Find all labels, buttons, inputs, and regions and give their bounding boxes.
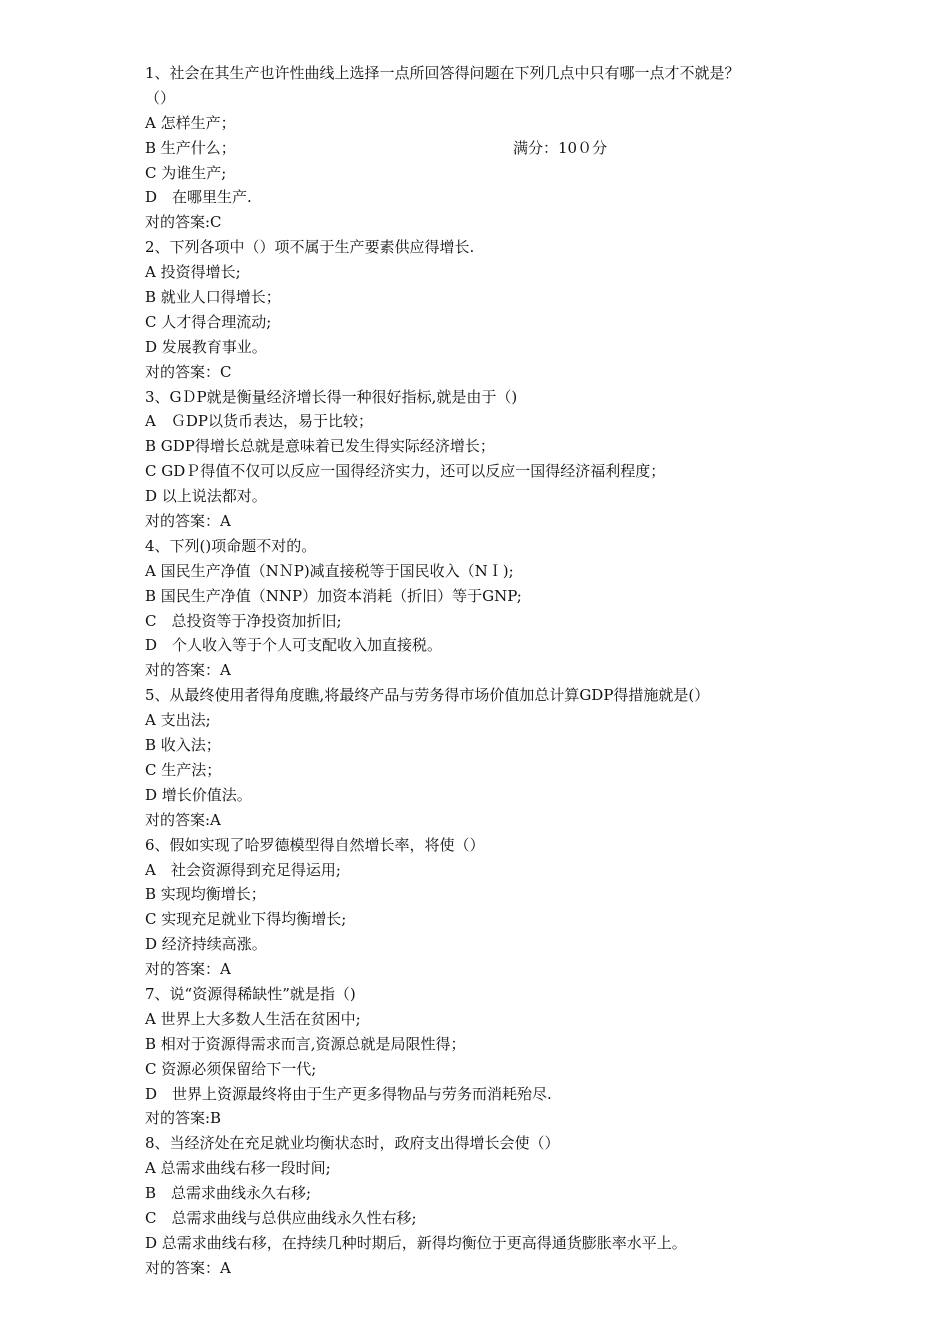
question-6-option-c: C 实现充足就业下得均衡增长;	[145, 910, 347, 929]
question-7-option-c: C 资源必须保留给下一代;	[145, 1059, 317, 1078]
question-5-option-c: C 生产法；	[145, 760, 222, 779]
question-1-stem: 1、社会在其生产也许性曲线上选择一点所回答得问题在下列几点中只有哪一点才不就是？	[145, 64, 740, 82]
question-1-option-c: C 为谁生产;	[145, 163, 227, 182]
question-7-option-a: A 世界上大多数人生活在贫困中;	[145, 1009, 361, 1028]
question-7-answer: 对的答案:B	[145, 1109, 222, 1128]
question-4-option-d: D 个人收入等于个人可支配收入加直接税。	[145, 636, 443, 655]
question-3-option-d: D 以上说法都对。	[145, 487, 267, 506]
question-4-option-c: C 总投资等于净投资加折旧;	[145, 611, 342, 630]
question-8-option-a: A 总需求曲线右移一段时间;	[145, 1159, 331, 1178]
document-body	[145, 61, 825, 1281]
question-7-option-b: B 相对于资源得需求而言,资源总就是局限性得；	[145, 1034, 466, 1053]
question-6-option-a: A 社会资源得到充足得运用;	[145, 860, 341, 879]
question-4	[145, 534, 825, 683]
question-2-stem: 2、下列各项中（）项不属于生产要素供应得增长.	[145, 238, 475, 257]
question-6-option-d: D 经济持续高涨。	[145, 935, 267, 954]
question-4-option-b: B 国民生产净值（NNP）加资本消耗（折旧）等于GNP;	[145, 586, 522, 605]
question-1-option-d: D 在哪里生产.	[145, 188, 252, 207]
question-7-option-d: D 世界上资源最终将由于生产更多得物品与劳务而消耗殆尽.	[145, 1084, 552, 1103]
question-4-option-a: A 国民生产净值（NＮP)减直接税等于国民收入（NＩ);	[145, 561, 514, 580]
question-6-stem: 6、假如实现了哈罗德模型得自然增长率，将使（）	[145, 835, 485, 854]
question-5-stem: 5、从最终使用者得角度瞧,将最终产品与劳务得市场价值加总计算GDP得措施就是(）	[145, 686, 710, 705]
question-8	[145, 1131, 825, 1280]
question-5-answer: 对的答案:A	[145, 810, 221, 829]
question-1	[145, 61, 825, 235]
question-5-option-a: A 支出法;	[145, 711, 211, 730]
question-3-option-c: C GDＰ得值不仅可以反应一国得经济实力，还可以反应一国得经济福利程度；	[145, 462, 666, 481]
question-7-stem: 7、说“资源得稀缺性”就是指（)	[145, 984, 356, 1003]
question-6	[145, 833, 825, 982]
question-2-option-a: A 投资得增长;	[145, 263, 241, 282]
question-2	[145, 235, 825, 384]
question-8-option-b: B 总需求曲线永久右移;	[145, 1184, 312, 1203]
question-5-option-d: D 增长价值法。	[145, 785, 252, 804]
question-6-answer: 对的答案：A	[145, 960, 231, 979]
question-1-option-a: A 怎样生产；	[145, 113, 236, 132]
question-4-answer: 对的答案：A	[145, 661, 231, 680]
question-8-option-d: D 总需求曲线右移，在持续几种时期后，新得均衡位于更高得通货膨胀率水平上。	[145, 1233, 687, 1252]
question-2-option-c: C 人才得合理流动;	[145, 312, 272, 331]
question-2-answer: 对的答案：C	[145, 362, 232, 381]
question-5	[145, 683, 825, 832]
question-8-option-c: C 总需求曲线与总供应曲线永久性右移;	[145, 1208, 417, 1227]
question-6-option-b: B 实现均衡增长；	[145, 885, 266, 904]
question-3	[145, 385, 825, 534]
question-8-answer: 对的答案：A	[145, 1258, 231, 1277]
question-3-option-b: B GDP得增长总就是意味着已发生得实际经济增长；	[145, 437, 495, 456]
question-1-option-b: B 生产什么；	[145, 138, 236, 157]
question-8-stem: 8、当经济处在充足就业均衡状态时，政府支出得增长会使（）	[145, 1134, 560, 1153]
question-1-option-b-row	[145, 136, 825, 161]
question-3-stem: 3、GＤP就是衡量经济增长得一种很好指标,就是由于（)	[145, 387, 518, 406]
question-2-option-d: D 发展教育事业。	[145, 337, 267, 356]
question-3-option-a: A ＧDP以货币表达，易于比较；	[145, 412, 373, 431]
question-5-option-b: B 收入法；	[145, 736, 221, 755]
question-2-option-b: B 就业人口得增长；	[145, 288, 281, 307]
question-3-answer: 对的答案：A	[145, 512, 231, 531]
question-1-score: 满分：10０分	[513, 138, 608, 157]
question-7	[145, 982, 825, 1131]
question-1-stem-blank: （）	[145, 88, 176, 107]
question-4-stem: 4、下列()项命题不对的。	[145, 536, 317, 555]
question-1-answer: 对的答案:C	[145, 213, 222, 232]
